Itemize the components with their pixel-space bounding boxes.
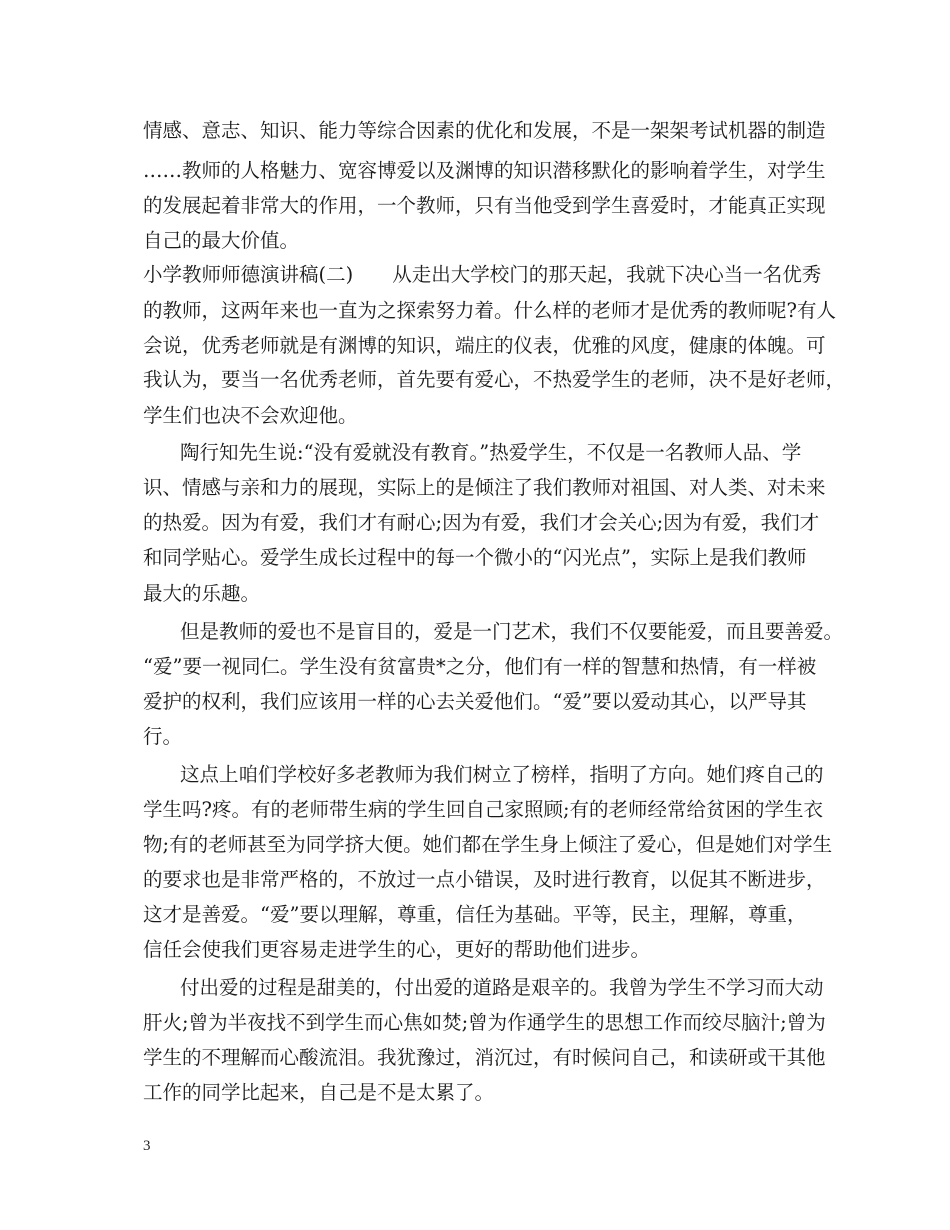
page-number: 3 bbox=[143, 1138, 151, 1154]
text-line: 识、情感与亲和力的展现，实际上的是倾注了我们教师对祖国、对人类、对未来 bbox=[143, 476, 826, 499]
text-line: 信任会使我们更容易走进学生的心，更好的帮助他们进步。 bbox=[143, 938, 651, 961]
text-line: 物;有的老师甚至为同学挤大便。她们都在学生身上倾注了爱心，但是她们对学生 bbox=[143, 833, 833, 856]
text-line: 学生们也决不会欢迎他。 bbox=[143, 404, 358, 427]
text-line: 的教师，这两年来也一直为之探索努力着。什么样的老师才是优秀的教师呢?有人 bbox=[143, 299, 836, 322]
text-line: 情感、意志、知识、能力等综合因素的优化和发展，不是一架架考试机器的制造 bbox=[143, 119, 826, 142]
paragraph-first-line: 但是教师的爱也不是盲目的，爱是一门艺术，我们不仅要能爱，而且要善爱。 bbox=[180, 620, 844, 643]
text-line: 我认为，要当一名优秀老师，首先要有爱心，不热爱学生的老师，决不是好老师， bbox=[143, 368, 846, 391]
text-line: 学生吗?疼。有的老师带生病的学生回自己家照顾;有的老师经常给贫困的学生衣 bbox=[143, 798, 824, 821]
text-line: 自己的最大价值。 bbox=[143, 229, 300, 252]
text-line: 学生的不理解而心酸流泪。我犹豫过，消沉过，有时候问自己，和读研或干其他 bbox=[143, 1046, 826, 1069]
text-line: 的要求也是非常严格的，不放过一点小错误，及时进行教育，以促其不断进步， bbox=[143, 868, 826, 891]
paragraph-first-line: 陶行知先生说:“没有爱就没有教育。”热爱学生，不仅是一名教师人品、学 bbox=[180, 441, 802, 464]
text-line: 肝火;曾为半夜找不到学生而心焦如焚;曾为作通学生的思想工作而绞尽脑汁;曾为 bbox=[143, 1011, 826, 1034]
text-line: 行。 bbox=[143, 725, 183, 748]
text-line: 的热爱。因为有爱，我们才有耐心;因为有爱，我们才会关心;因为有爱，我们才 bbox=[143, 511, 820, 534]
text-line: 工作的同学比起来，自己是不是太累了。 bbox=[143, 1081, 495, 1104]
paragraph-first-line: 付出爱的过程是甜美的，付出爱的道路是艰辛的。我曾为学生不学习而大动 bbox=[180, 976, 824, 999]
text-line: 的发展起着非常大的作用，一个教师，只有当他受到学生喜爱时，才能真正实现 bbox=[143, 194, 826, 217]
text-line: ……教师的人格魅力、宽容博爱以及渊博的知识潜移默化的影响着学生，对学生 bbox=[143, 159, 826, 182]
text-line: “爱”要一视同仁。学生没有贫富贵*之分，他们有一样的智慧和热情，有一样被 bbox=[143, 655, 817, 678]
paragraph-first-line: 这点上咱们学校好多老教师为我们树立了榜样，指明了方向。她们疼自己的 bbox=[180, 763, 824, 786]
text-line: 爱护的权利，我们应该用一样的心去关爱他们。“爱”要以爱动其心，以严导其 bbox=[143, 690, 807, 713]
text-line: 和同学贴心。爱学生成长过程中的每一个微小的“闪光点”，实际上是我们教师 bbox=[143, 546, 807, 569]
text-line: 会说，优秀老师就是有渊博的知识，端庄的仪表，优雅的风度，健康的体魄。可 bbox=[143, 334, 826, 357]
section-heading-line: 小学教师师德演讲稿(二) 从走出大学校门的那天起，我就下决心当一名优秀 bbox=[143, 263, 822, 286]
text-line: 最大的乐趣。 bbox=[143, 582, 261, 605]
text-line: 这才是善爱。“爱”要以理解，尊重，信任为基础。平等，民主，理解，尊重， bbox=[143, 903, 807, 926]
